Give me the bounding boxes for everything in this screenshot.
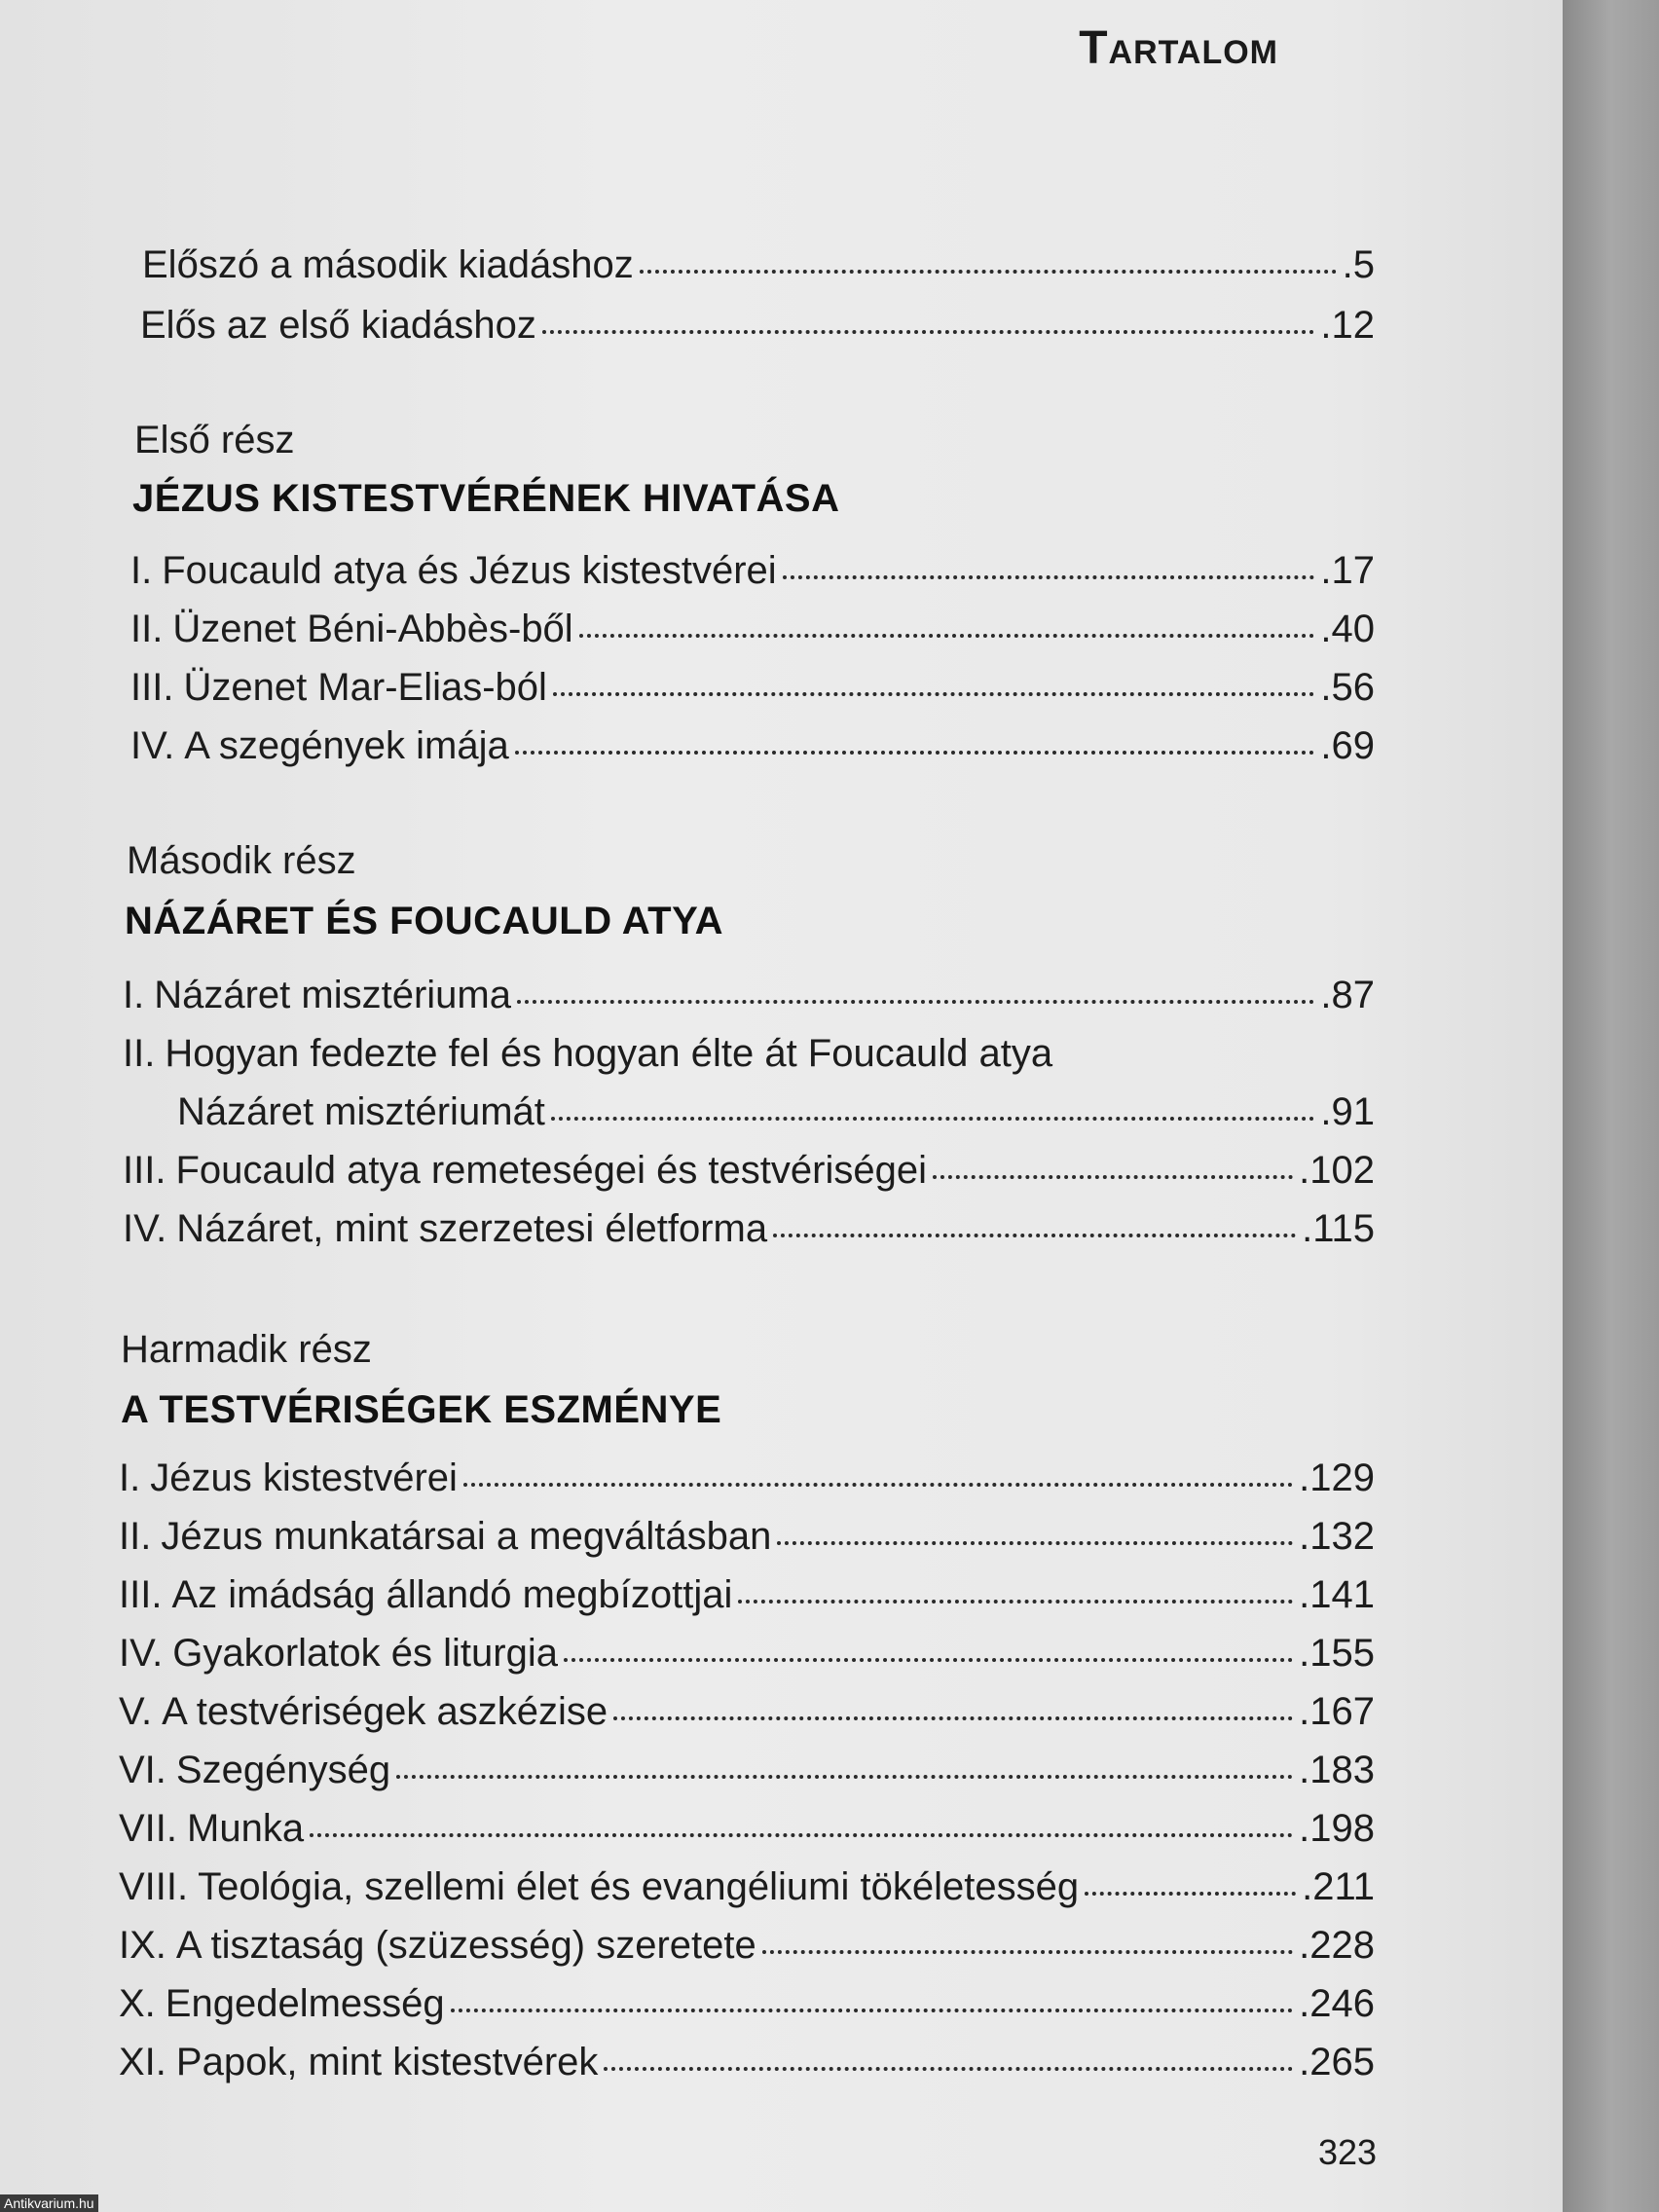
chapter-number: II. <box>119 1515 152 1558</box>
toc-entry-page: .129 <box>1299 1456 1375 1499</box>
chapter-number: I. <box>119 1456 141 1499</box>
toc-entry-page: .87 <box>1320 974 1375 1016</box>
toc-entry-page: .91 <box>1320 1090 1375 1133</box>
chapter-number: V. <box>119 1690 153 1733</box>
toc-entry <box>130 549 1375 593</box>
toc-entry <box>119 1515 1375 1559</box>
dot-leader <box>783 575 1315 579</box>
dot-leader <box>515 751 1315 755</box>
toc-entry-label: Üzenet Béni-Abbès-ből <box>172 608 573 650</box>
part-label: Első rész <box>134 419 295 461</box>
toc-entry-label: Názáret misztériuma <box>154 974 511 1016</box>
chapter-number: VII. <box>119 1807 178 1850</box>
part-label: Harmadik rész <box>121 1328 372 1371</box>
toc-entry-label: Előszó a második kiadáshoz <box>142 243 634 286</box>
toc-entry-label: Foucauld atya remeteségei és testvériségei <box>175 1149 927 1192</box>
toc-entry-page: .132 <box>1299 1515 1375 1558</box>
toc-entry-label: Papok, mint kistestvérek <box>175 2041 599 2083</box>
toc-entry-label: Teológia, szellemi élet és evangéliumi tökéletesség <box>198 1865 1080 1908</box>
toc-entry <box>123 1207 1375 1251</box>
toc-entry-label: A testvériségek aszkézise <box>162 1690 608 1733</box>
chapter-number: IV. <box>130 724 175 767</box>
chapter-number: XI. <box>119 2041 166 2083</box>
chapter-number: II. <box>130 608 164 650</box>
toc-entry <box>119 1807 1375 1851</box>
toc-entry-label: Gyakorlatok és liturgia <box>172 1632 558 1675</box>
chapter-number: III. <box>130 666 174 709</box>
dot-leader <box>553 692 1314 696</box>
table-surface <box>1563 0 1659 2212</box>
toc-entry-label: Az imádság állandó megbízottjai <box>171 1573 733 1616</box>
toc-entry-page: .69 <box>1320 724 1375 767</box>
toc-entry <box>119 1456 1375 1500</box>
toc-entry-page: .265 <box>1299 2041 1375 2083</box>
toc-entry-page: .198 <box>1299 1807 1375 1850</box>
dot-leader <box>933 1175 1293 1179</box>
toc-entry <box>123 1149 1375 1193</box>
page-number: 323 <box>1318 2132 1378 2172</box>
toc-entry <box>177 1090 1375 1134</box>
dot-leader <box>613 1716 1293 1720</box>
dot-leader <box>579 634 1315 638</box>
toc-entry-label: Jézus munkatársai a megváltásban <box>161 1515 772 1558</box>
chapter-number: III. <box>119 1573 163 1616</box>
dot-leader <box>738 1600 1293 1604</box>
dot-leader <box>1085 1892 1296 1896</box>
toc-entry-page: .228 <box>1299 1924 1375 1967</box>
toc-entry <box>119 1865 1375 1909</box>
chapter-number: VI. <box>119 1749 166 1791</box>
toc-entry-page: .155 <box>1299 1632 1375 1675</box>
toc-entry-page: .17 <box>1320 549 1375 592</box>
part-label: Második rész <box>127 839 356 882</box>
toc-entry-page: .115 <box>1302 1207 1375 1250</box>
toc-entry-page: .167 <box>1299 1690 1375 1733</box>
toc-entry <box>119 1924 1375 1968</box>
toc-entry-page: .12 <box>1320 304 1375 347</box>
toc-entry-label: A tisztaság (szüzesség) szeretete <box>175 1924 756 1967</box>
page-title: Tartalom <box>1079 22 1278 74</box>
dot-leader <box>564 1658 1293 1662</box>
toc-entry-label: Foucauld atya és Jézus kistestvérei <box>162 549 777 592</box>
part-title: JÉZUS KISTESTVÉRÉNEK HIVATÁSA <box>132 477 840 520</box>
dot-leader <box>551 1117 1315 1121</box>
chapter-number: IX. <box>119 1924 166 1967</box>
toc-entry-page: .183 <box>1299 1749 1375 1791</box>
dot-leader <box>396 1775 1293 1779</box>
toc-entry-page: .40 <box>1320 608 1375 650</box>
chapter-number: IV. <box>119 1632 164 1675</box>
toc-entry-label: A szegények imája <box>184 724 509 767</box>
toc-entry <box>130 724 1375 768</box>
toc-entry-page: .5 <box>1342 243 1375 286</box>
toc-entry <box>119 2041 1375 2084</box>
toc-entry-label: Elős az első kiadáshoz <box>140 304 536 347</box>
chapter-number: I. <box>130 549 153 592</box>
toc-entry-continuation: Názáret misztériumát <box>177 1090 545 1133</box>
toc-entry-preface-second <box>142 243 1375 287</box>
toc-entry-label: II. Hogyan fedezte fel és hogyan élte át Foucauld atya <box>123 1032 1053 1075</box>
toc-entry <box>119 1690 1375 1734</box>
chapter-number: IV. <box>123 1207 167 1250</box>
dot-leader <box>604 2067 1293 2071</box>
toc-entry-page: .56 <box>1320 666 1375 709</box>
toc-entry-preface-first <box>140 304 1375 348</box>
dot-leader <box>773 1234 1296 1237</box>
toc-entry-label: Engedelmesség <box>165 1982 445 2025</box>
dot-leader <box>463 1483 1293 1487</box>
dot-leader <box>451 2009 1293 2012</box>
toc-entry <box>119 1749 1375 1792</box>
toc-entry <box>130 608 1375 651</box>
toc-entry-page: .141 <box>1299 1573 1375 1616</box>
toc-entry-label: Názáret, mint szerzetesi életforma <box>176 1207 768 1250</box>
dot-leader <box>517 1000 1314 1004</box>
toc-entry-page: .102 <box>1299 1149 1375 1192</box>
part-title: NÁZÁRET ÉS FOUCAULD ATYA <box>125 900 723 942</box>
toc-entry <box>123 974 1375 1017</box>
toc-entry <box>119 1982 1375 2026</box>
toc-entry <box>130 666 1375 710</box>
toc-entry-page: .246 <box>1299 1982 1375 2025</box>
dot-leader <box>640 270 1337 274</box>
toc-entry <box>119 1632 1375 1676</box>
chapter-number: II. <box>123 1032 156 1075</box>
toc-entry-label: Munka <box>187 1807 305 1850</box>
toc-entry-label: Üzenet Mar-Elias-ból <box>183 666 547 709</box>
chapter-number: I. <box>123 974 145 1016</box>
watermark: Antikvarium.hu <box>0 2194 98 2212</box>
chapter-number: X. <box>119 1982 156 2025</box>
toc-entry-label: Szegénység <box>175 1749 391 1791</box>
chapter-number: III. <box>123 1149 166 1192</box>
toc-entry-label: Jézus kistestvérei <box>150 1456 458 1499</box>
dot-leader <box>777 1541 1293 1545</box>
toc-entry <box>119 1573 1375 1617</box>
part-title: A TESTVÉRISÉGEK ESZMÉNYE <box>121 1388 722 1431</box>
dot-leader <box>310 1833 1293 1837</box>
dot-leader <box>762 1950 1293 1954</box>
toc-entry-page: .211 <box>1302 1865 1375 1908</box>
chapter-number: VIII. <box>119 1865 189 1908</box>
dot-leader <box>542 330 1314 334</box>
